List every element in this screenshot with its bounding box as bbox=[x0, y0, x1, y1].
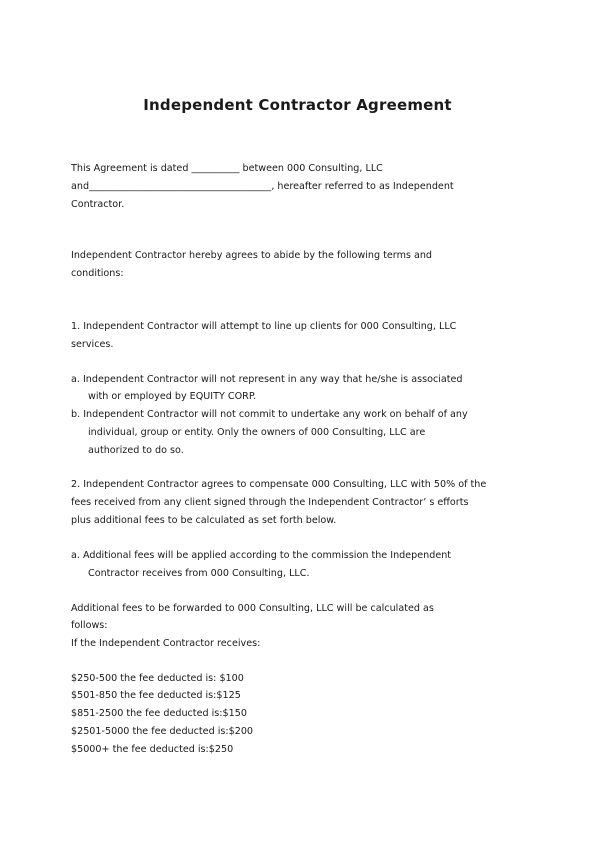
fee-schedule-item: $2501-5000 the fee deducted is:$200 bbox=[71, 726, 254, 737]
clause-1-line: 1. Independent Contractor will attempt to line up clients for 000 Consulting, LLC bbox=[71, 321, 457, 332]
clause-1b-line: authorized to do so. bbox=[88, 445, 184, 456]
clause-2-line: fees received from any client signed through the Independent Contractor’ s efforts bbox=[71, 497, 469, 508]
fee-schedule-item: $851-2500 the fee deducted is:$150 bbox=[71, 708, 247, 719]
fees-intro-line: follows: bbox=[71, 620, 108, 631]
document-title: Independent Contractor Agreement bbox=[143, 96, 452, 114]
fee-schedule-item: $250-500 the fee deducted is: $100 bbox=[71, 673, 244, 684]
clause-1b-line: b. Independent Contractor will not commit to undertake any work on behalf of any bbox=[71, 409, 468, 420]
clause-2a-line: Contractor receives from 000 Consulting, LLC. bbox=[88, 568, 310, 579]
clause-1-line: services. bbox=[71, 339, 114, 350]
preamble-line: conditions: bbox=[71, 268, 124, 279]
preamble-line: Independent Contractor hereby agrees to abide by the following terms and bbox=[71, 250, 433, 261]
intro-line: Contractor. bbox=[71, 199, 125, 210]
intro-line: This Agreement is dated __________ between 000 Consulting, LLC bbox=[71, 163, 383, 174]
clause-1a-line: with or employed by EQUITY CORP. bbox=[88, 391, 257, 402]
fees-intro-line: Additional fees to be forwarded to 000 Consulting, LLC will be calculated as bbox=[71, 603, 434, 614]
clause-1b-line: individual, group or entity. Only the owners of 000 Consulting, LLC are bbox=[88, 427, 426, 438]
fees-intro-line: If the Independent Contractor receives: bbox=[71, 638, 261, 649]
fee-schedule-item: $501-850 the fee deducted is:$125 bbox=[71, 690, 241, 701]
clause-2a-line: a. Additional fees will be applied according to the commission the Independent bbox=[71, 550, 452, 561]
intro-line: and______________________________________, hereafter referred to as Independent bbox=[71, 181, 454, 192]
clause-1a-line: a. Independent Contractor will not represent in any way that he/she is associated bbox=[71, 374, 463, 385]
fee-schedule-item: $5000+ the fee deducted is:$250 bbox=[71, 744, 234, 755]
clause-2-line: 2. Independent Contractor agrees to compensate 000 Consulting, LLC with 50% of the bbox=[71, 479, 487, 490]
clause-2-line: plus additional fees to be calculated as set forth below. bbox=[71, 515, 337, 526]
